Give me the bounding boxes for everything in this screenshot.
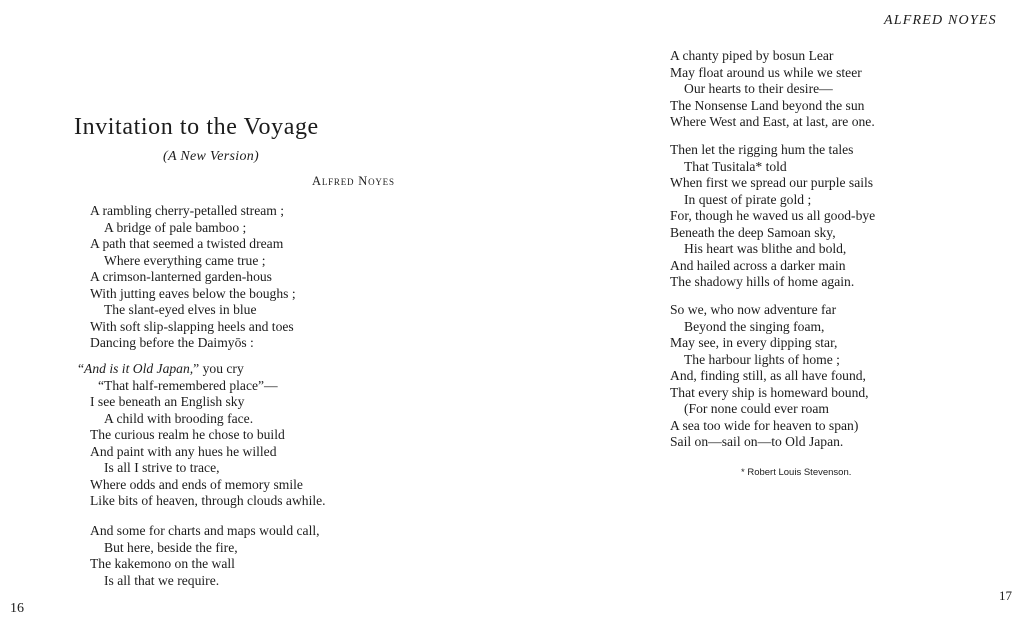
verse-line: I see beneath an English sky: [90, 394, 245, 409]
verse-line: But here, beside the fire,: [104, 539, 238, 555]
verse-line: A rambling cherry-petalled stream ;: [90, 203, 285, 218]
verse-line: And hailed across a darker main: [670, 257, 846, 273]
verse-line: And, finding still, as all have found,: [670, 368, 866, 383]
verse-line: With jutting eaves below the boughs ;: [90, 285, 296, 301]
verse-line: Where West and East, at last, are one.: [670, 114, 875, 129]
verse-line: “That half-remembered place”—: [98, 377, 278, 393]
left-stanza-3: [90, 523, 320, 589]
verse-line: Our hearts to their desire—: [684, 81, 833, 96]
verse-line: Sail on—sail on—to Old Japan.: [670, 434, 844, 449]
page-number-right: 17: [999, 588, 1012, 603]
verse-line: A bridge of pale bamboo ;: [104, 219, 247, 235]
verse-fragment: ” you cry: [193, 361, 244, 376]
footnote: * Robert Louis Stevenson.: [741, 467, 852, 478]
running-head: ALFRED NOYES: [884, 13, 997, 28]
left-stanza-2: [78, 361, 326, 510]
verse-line: The curious realm he chose to build: [90, 427, 285, 442]
verse-line: The slant-eyed elves in blue: [104, 302, 257, 317]
right-stanza-1: [670, 48, 875, 131]
italic-phrase: And is it Old Japan,: [84, 361, 194, 376]
right-stanza-3: [670, 302, 869, 451]
verse-line: When first we spread our purple sails: [670, 175, 874, 190]
page-number-left: 16: [10, 601, 24, 616]
verse-line: [78, 361, 326, 378]
verse-line: A chanty piped by bosun Lear: [670, 48, 834, 63]
verse-line: The harbour lights of home ;: [684, 351, 840, 367]
verse-line: Beneath the deep Samoan sky,: [670, 224, 836, 240]
verse-line: Is all that we require.: [104, 572, 220, 588]
poem-author: Alfred Noyes: [312, 174, 395, 188]
verse-line: So we, who now adventure far: [670, 302, 837, 317]
verse-line: The kakemono on the wall: [90, 556, 235, 571]
verse-line: And paint with any hues he willed: [90, 443, 277, 459]
verse-line: That Tusitala* told: [684, 158, 787, 174]
verse-line: The shadowy hills of home again.: [670, 274, 855, 289]
open-quote: “: [78, 361, 85, 376]
verse-line: Then let the rigging hum the tales: [670, 142, 854, 157]
poem-title: Invitation to the Voyage: [74, 114, 319, 140]
verse-line: Beyond the singing foam,: [684, 318, 825, 334]
verse-line: May see, in every dipping star,: [670, 335, 838, 350]
verse-line: With soft slip-slapping heels and toes: [90, 318, 294, 334]
verse-line: For, though he waved us all good-bye: [670, 208, 876, 223]
verse-line: His heart was blithe and bold,: [684, 241, 847, 256]
verse-line: That every ship is homeward bound,: [670, 384, 869, 400]
verse-line: Dancing before the Daimyōs :: [90, 335, 254, 350]
verse-line: A path that seemed a twisted dream: [90, 236, 284, 251]
verse-line: A child with brooding face.: [104, 410, 254, 426]
verse-line: And some for charts and maps would call,: [90, 523, 320, 538]
verse-line: Where odds and ends of memory smile: [90, 476, 303, 492]
verse-line: May float around us while we steer: [670, 64, 862, 80]
verse-line: A crimson-lanterned garden-hous: [90, 269, 272, 284]
right-stanza-2: [670, 142, 875, 291]
verse-line: A sea too wide for heaven to span): [670, 417, 859, 433]
verse-line: (For none could ever roam: [684, 401, 829, 416]
verse-line: The Nonsense Land beyond the sun: [670, 97, 865, 113]
left-stanza-1: [90, 203, 296, 352]
verse-line: Like bits of heaven, through clouds awhile.: [90, 493, 326, 508]
verse-line: In quest of pirate gold ;: [684, 191, 812, 207]
poem-subtitle: (A New Version): [163, 149, 260, 164]
verse-line: Is all I strive to trace,: [104, 460, 220, 475]
verse-line: Where everything came true ;: [104, 252, 266, 268]
